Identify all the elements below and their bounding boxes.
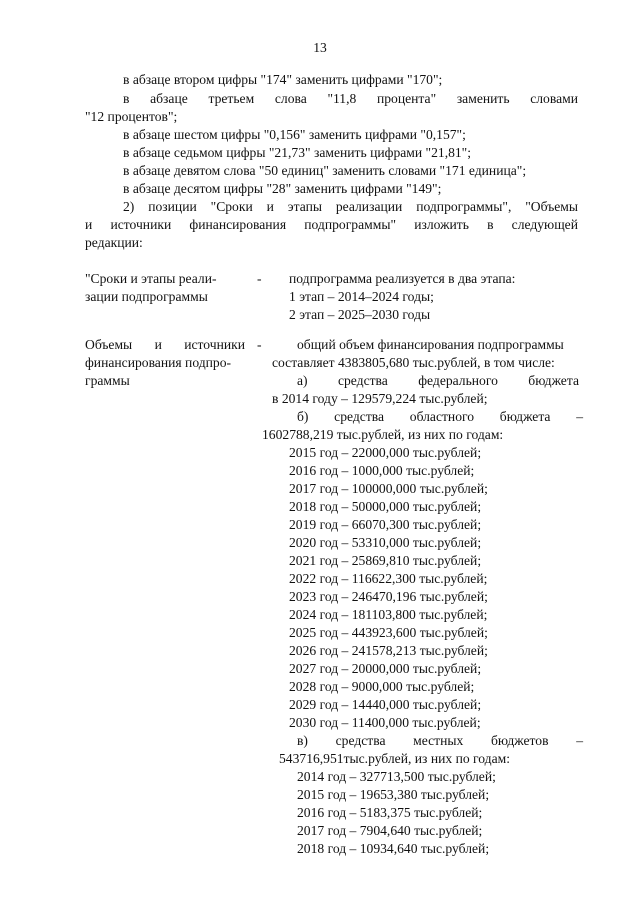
year-line: 2025 год – 443923,600 тыс.рублей; [289,625,488,640]
row2-right-line-1: общий объем финансирования подпрограммы [297,337,564,352]
year-line: 2022 год – 116622,300 тыс.рублей; [289,571,488,586]
row2-right-local-budget: в) средства местных бюджетов – [297,733,583,748]
row2-left-line-3: граммы [85,373,130,388]
intro-line-9: и источники финансирования подпрограммы" изложить в следующей [85,217,578,232]
intro-line-8: 2) позиции "Сроки и этапы реализации подпрограммы", "Объемы [123,199,578,214]
row2-right-line-6: 1602788,219 тыс.рублей, из них по годам: [262,427,504,442]
page-number: 13 [313,40,327,55]
year-line: 2015 год – 19653,380 тыс.рублей; [297,787,490,802]
year-line: 2026 год – 241578,213 тыс.рублей; [289,643,488,658]
intro-line-6: в абзаце девятом слова "50 единиц" заменить словами "171 единица"; [123,163,527,178]
row2-right-local-total: 543716,951тыс.рублей, из них по годам: [279,751,511,766]
row1-left-line-2: зации подпрограммы [85,289,208,304]
intro-line-3: "12 процентов"; [85,109,178,124]
year-line: 2017 год – 100000,000 тыс.рублей; [289,481,488,496]
year-line: 2015 год – 22000,000 тыс.рублей; [289,445,482,460]
year-line: 2020 год – 53310,000 тыс.рублей; [289,535,482,550]
year-line: 2016 год – 5183,375 тыс.рублей; [297,805,483,820]
row2-right-line-2: составляет 4383805,680 тыс.рублей, в том числе: [272,355,555,370]
year-line: 2029 год – 14440,000 тыс.рублей; [289,697,482,712]
year-line: 2021 год – 25869,810 тыс.рублей; [289,553,482,568]
year-line: 2018 год – 50000,000 тыс.рублей; [289,499,482,514]
year-line: 2019 год – 66070,300 тыс.рублей; [289,517,482,532]
intro-line-1: в абзаце втором цифры "174" заменить цифрами "170"; [123,72,443,87]
row1-right-line-3: 2 этап – 2025–2030 годы [289,307,431,322]
row1-left-line-1: "Сроки и этапы реали- [85,271,217,286]
year-line: 2030 год – 11400,000 тыс.рублей; [289,715,481,730]
row2-right-line-4: в 2014 году – 129579,224 тыс.рублей; [272,391,488,406]
row2-right-line-3: а) средства федерального бюджета [297,373,579,388]
year-line: 2017 год – 7904,640 тыс.рублей; [297,823,483,838]
year-line: 2023 год – 246470,196 тыс.рублей; [289,589,488,604]
year-line: 2027 год – 20000,000 тыс.рублей; [289,661,482,676]
row1-dash: - [257,271,262,286]
intro-line-5: в абзаце седьмом цифры "21,73" заменить цифрами "21,81"; [123,145,472,160]
year-line: 2018 год – 10934,640 тыс.рублей; [297,841,490,856]
row1-right-line-2: 1 этап – 2014–2024 годы; [289,289,434,304]
year-line: 2028 год – 9000,000 тыс.рублей; [289,679,475,694]
row2-left-line-2: финансирования подпро- [85,355,232,370]
intro-line-10: редакции: [85,235,143,250]
intro-line-7: в абзаце десятом цифры "28" заменить цифрами "149"; [123,181,442,196]
year-line: 2014 год – 327713,500 тыс.рублей; [297,769,496,784]
row2-left-line-1: Объемы и источники [85,337,245,352]
row2-dash: - [257,337,262,352]
row1-right-line-1: подпрограмма реализуется в два этапа: [289,271,516,286]
year-line: 2024 год – 181103,800 тыс.рублей; [289,607,488,622]
year-line: 2016 год – 1000,000 тыс.рублей; [289,463,475,478]
intro-line-4: в абзаце шестом цифры "0,156" заменить цифрами "0,157"; [123,127,466,142]
intro-line-2: в абзаце третьем слова "11,8 процента" заменить словами [123,91,578,106]
row2-right-line-5: б) средства областного бюджета – [297,409,583,424]
